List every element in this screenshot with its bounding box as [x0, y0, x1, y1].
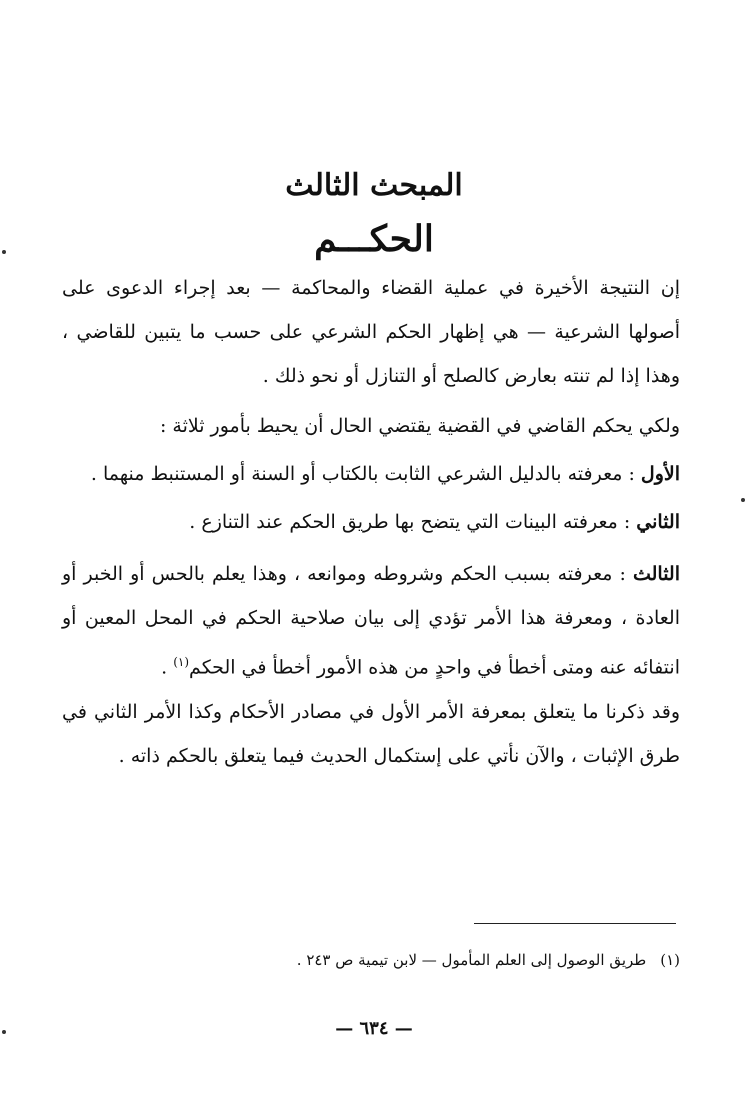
footnote [62, 948, 680, 972]
paragraph-end: . [161, 656, 174, 679]
term-label: الثاني [636, 511, 680, 533]
footnote-reference[interactable]: (١) [173, 655, 190, 669]
margin-speck [2, 250, 6, 254]
margin-speck [2, 1030, 6, 1034]
paragraph-text: وقد ذكرنا ما يتعلق بمعرفة الأمر الأول في مصادر الأحكام وكذا الأمر الثاني في طرق الإثبات ، والآن نأتي على إستكمال الحديث فيما يتعلق بالحكم ذاته . [62, 701, 680, 767]
paragraph-text: إن النتيجة الأخيرة في عملية القضاء والمحاكمة — بعد إجراء الدعوى على أصولها الشرعية — هي إظهار الحكم الشرعي على حسب ما يتبين للقاضي ، وهذا إذا لم تنته بعارض كالصلح أو التنازل أو نحو ذلك . [62, 277, 680, 387]
page-number: — ٦٣٤ — [335, 1018, 413, 1039]
paragraph-first [62, 452, 680, 496]
paragraph-intro [62, 266, 680, 398]
section-subtitle: الحكـــم [314, 218, 434, 260]
term-label: الثالث [632, 563, 680, 585]
paragraph-text: : معرفته بسبب الحكم وشروطه وموانعه ، وهذا يعلم بالحس أو الخبر أو العادة ، ومعرفة هذا الأمر تؤدي إلى بيان صلاحية الحكم في المحل المعين أو انتفائه عنه ومتى أخطأ في واحدٍ من هذه الأمور أخطأ في الحكم [62, 563, 680, 679]
paragraph-second [62, 500, 680, 544]
paragraph-conclusion [62, 690, 680, 778]
paragraph-text: : معرفته بالدليل الشرعي الثابت بالكتاب أو السنة أو المستنبط منهما . [90, 463, 641, 485]
paragraph-requirements [62, 404, 680, 448]
footnote-text: طريق الوصول إلى العلم المأمول — لابن تيمية ص ٢٤٣ . [296, 951, 647, 969]
paragraph-third [62, 552, 680, 689]
paragraph-text: ولكي يحكم القاضي في القضية يقتضي الحال أن يحيط بأمور ثلاثة : [159, 415, 680, 437]
term-label: الأول [640, 463, 680, 485]
margin-speck [741, 498, 745, 502]
section-title: المبحث الثالث [285, 168, 463, 203]
paragraph-text: : معرفته البينات التي يتضح بها طريق الحكم عند التنازع . [189, 511, 637, 533]
footnote-divider [474, 923, 676, 924]
footnote-number: (١) [660, 951, 680, 969]
